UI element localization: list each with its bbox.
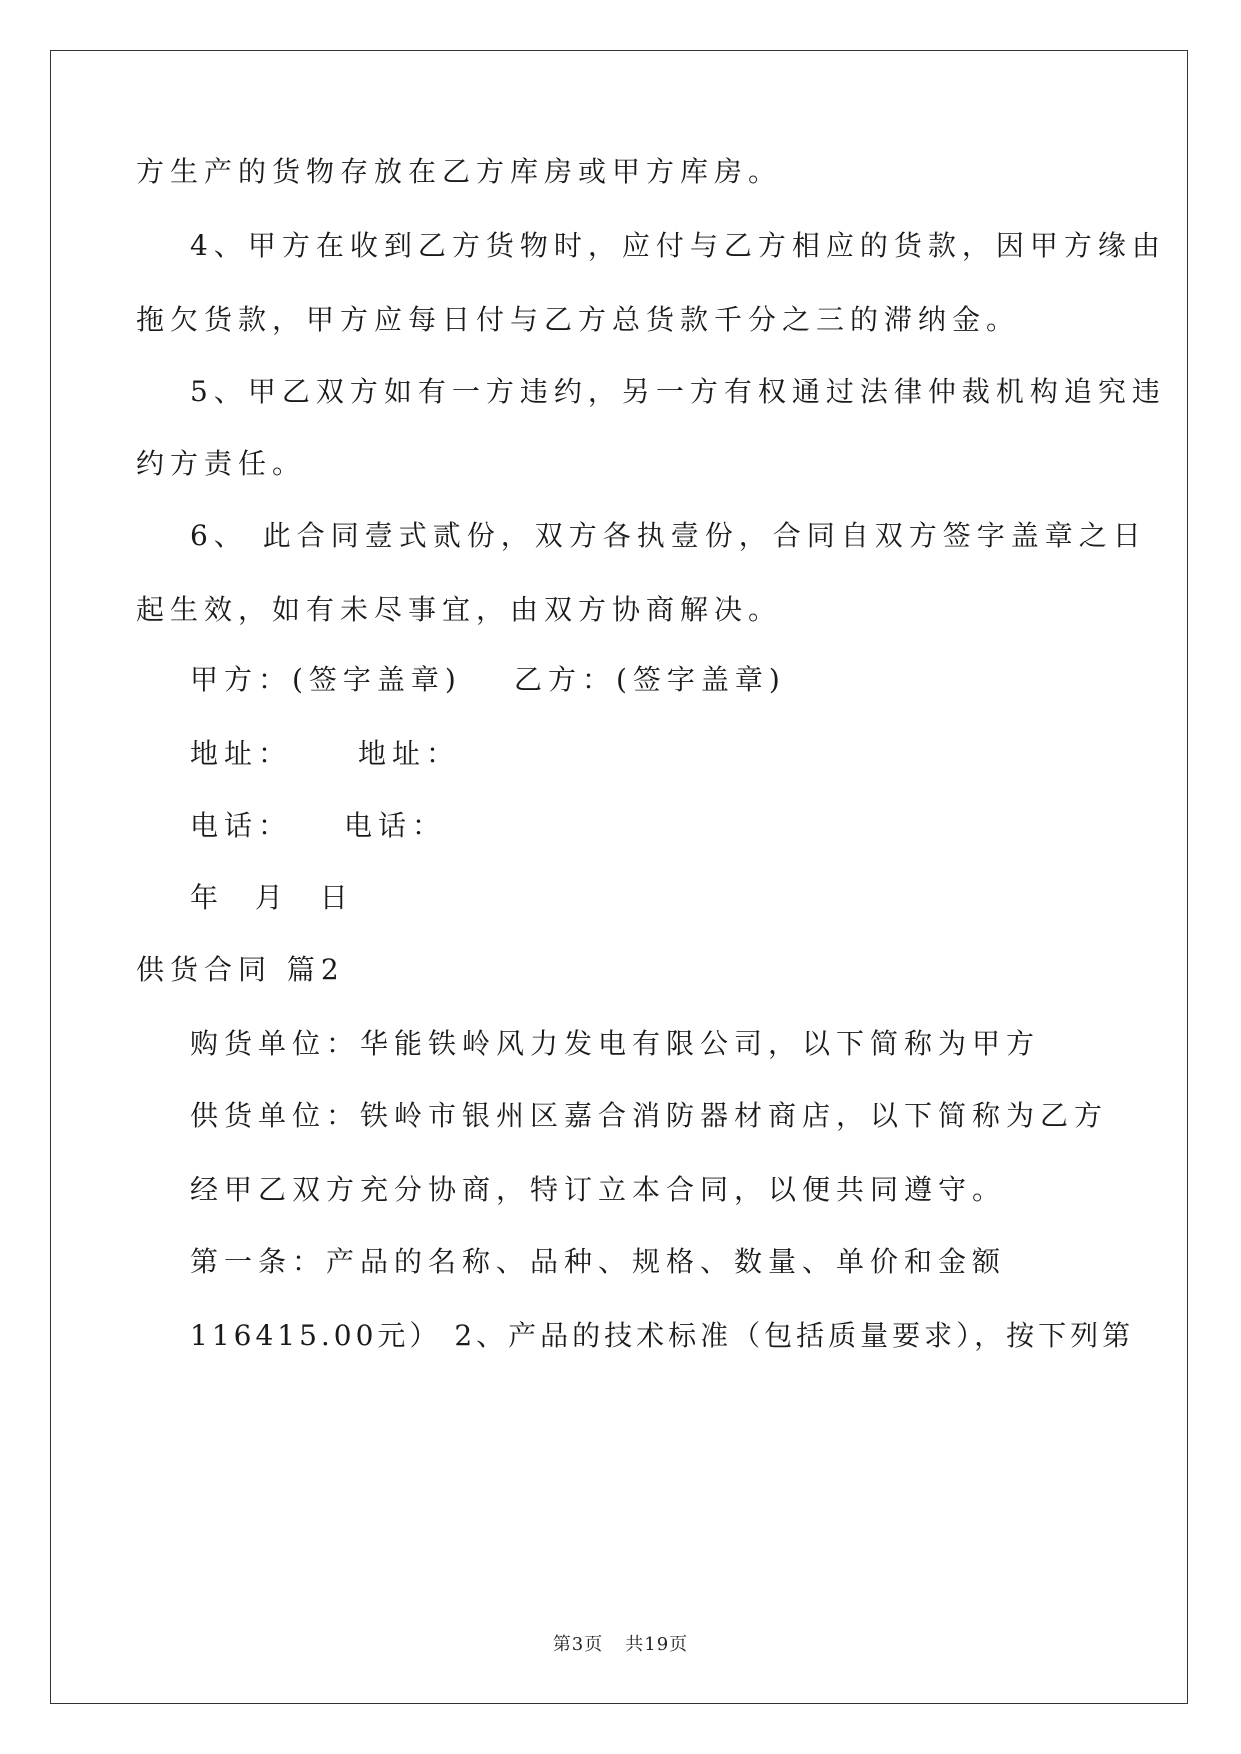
supplier-line: 供货单位：铁岭市银州区嘉合消防器材商店，以下简称为乙方: [190, 1099, 1109, 1132]
clause-5-line-1: 5、甲乙双方如有一方违约，另一方有权通过法律仲裁机构追究违: [190, 375, 1166, 408]
party-a-signature: 甲方：(签字盖章): [190, 663, 462, 696]
phone-a: 电话：: [190, 809, 293, 842]
address-a: 地址：: [190, 737, 293, 770]
agreement-line: 经甲乙双方充分协商，特订立本合同，以便共同遵守。: [190, 1173, 1007, 1206]
clause-5-line-2: 约方责任。: [136, 447, 307, 480]
clause-4-line-1: 4、甲方在收到乙方货物时，应付与乙方相应的货款，因甲方缘由: [190, 229, 1166, 262]
clause-6-line-1: 6、 此合同壹式贰份，双方各执壹份，合同自双方签字盖章之日: [190, 519, 1147, 552]
buyer-line: 购货单位：华能铁岭风力发电有限公司，以下简称为甲方: [190, 1027, 1041, 1060]
address-b: 地址：: [358, 737, 461, 770]
page-number: 第3页: [552, 1634, 604, 1655]
body-line-1: 方生产的货物存放在乙方库房或甲方库房。: [136, 155, 783, 188]
date-line: 年 月 日: [190, 881, 362, 914]
page-frame: [50, 50, 1188, 1704]
amount-line: 116415.00元） 2、产品的技术标准（包括质量要求），按下列第: [190, 1319, 1135, 1352]
section-heading: 供货合同 篇2: [136, 953, 345, 986]
party-b-signature: 乙方：(签字盖章): [514, 663, 786, 696]
phone-b: 电话：: [344, 809, 447, 842]
clause-4-line-2: 拖欠货款，甲方应每日付与乙方总货款千分之三的滞纳金。: [136, 303, 1021, 336]
clause-6-line-2: 起生效，如有未尽事宜，由双方协商解决。: [136, 593, 783, 626]
page-footer: [0, 1630, 1241, 1656]
article-1-line: 第一条：产品的名称、品种、规格、数量、单价和金额: [190, 1245, 1007, 1278]
page-total: 共19页: [625, 1634, 689, 1655]
